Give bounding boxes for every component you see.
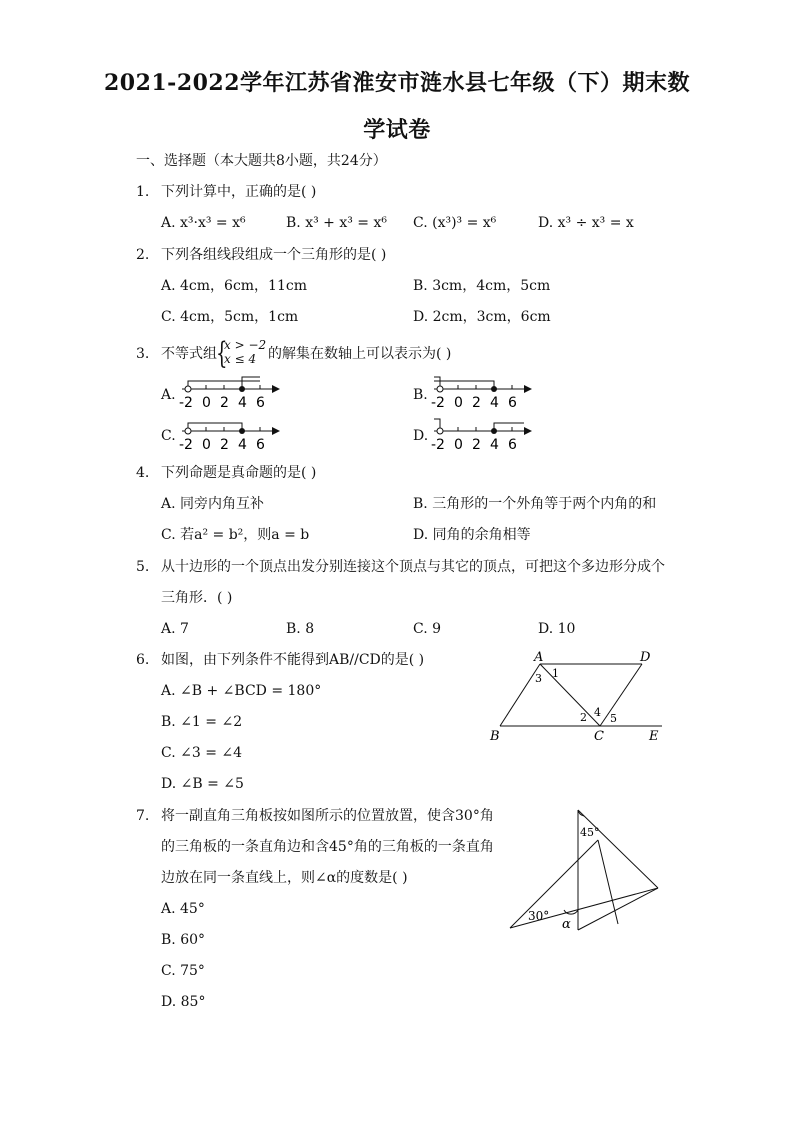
angle-label-1: 1: [552, 667, 559, 680]
inequality-1: x > −2: [224, 338, 267, 352]
number-line-b[interactable]: [428, 375, 538, 413]
q7-option-a[interactable]: A. 45°: [161, 901, 205, 917]
q2-number: 2.: [136, 247, 150, 263]
point-label-a: A: [534, 650, 544, 665]
tick-label: 4: [490, 395, 499, 411]
angle-label-5: 5: [610, 712, 617, 725]
q3-option-b-label[interactable]: B.: [413, 387, 428, 403]
q1-option-b[interactable]: B. x³ + x³ = x⁶: [286, 215, 387, 231]
tick-label: -2: [431, 395, 445, 411]
q3-stem-post: 的解集在数轴上可以表示为( ): [268, 346, 452, 362]
q5-option-d[interactable]: D. 10: [538, 621, 576, 637]
q5-stem-line2: 三角形．( ): [161, 590, 233, 606]
angle-label-2: 2: [580, 711, 587, 724]
point-label-b: B: [490, 729, 500, 744]
q2-stem: 下列各组线段组成一个三角形的是( ): [161, 247, 387, 263]
tick-label: 2: [472, 437, 481, 453]
q3-option-c-label[interactable]: C.: [161, 428, 176, 444]
q7-option-b[interactable]: B. 60°: [161, 932, 206, 948]
tick-label: 4: [490, 437, 499, 453]
q1-option-c[interactable]: C. (x³)³ = x⁶: [413, 215, 497, 231]
q7-number: 7.: [136, 808, 150, 824]
q3-option-a-label[interactable]: A.: [161, 387, 176, 403]
q5-option-c[interactable]: C. 9: [413, 621, 442, 637]
angle-label-4: 4: [594, 706, 601, 719]
q6-option-a[interactable]: A. ∠B + ∠BCD = 180°: [161, 683, 322, 699]
number-line-a[interactable]: [176, 375, 286, 413]
q5-option-a[interactable]: A. 7: [161, 621, 189, 637]
q1-option-a[interactable]: A. x³·x³ = x⁶: [161, 215, 246, 231]
exam-title-line2: 学试卷: [363, 117, 431, 143]
angle-label-45: 45°: [580, 826, 600, 839]
tick-label: 0: [202, 437, 211, 453]
inequality-system: [224, 338, 266, 366]
tick-label: 4: [238, 437, 247, 453]
q6-option-d[interactable]: D. ∠B = ∠5: [161, 776, 244, 792]
tick-label: 4: [238, 395, 247, 411]
q4-option-c[interactable]: C. 若a² = b²，则a = b: [161, 527, 310, 543]
q2-option-b[interactable]: B. 3cm，4cm，5cm: [413, 278, 551, 294]
tick-label: 6: [508, 395, 517, 411]
section-heading: 一、选择题（本大题共8小题，共24分）: [136, 153, 387, 169]
inequality-2: x ≤ 4: [224, 352, 257, 366]
tick-label: 0: [202, 395, 211, 411]
q5-number: 5.: [136, 559, 150, 575]
tick-label: 2: [220, 437, 229, 453]
point-label-c: C: [594, 729, 604, 744]
q4-option-b[interactable]: B. 三角形的一个外角等于两个内角的和: [413, 496, 657, 512]
angle-label-30: 30°: [528, 909, 550, 923]
q7-stem-line2: 的三角板的一条直角边和含45°角的三角板的一条直角: [161, 839, 494, 855]
tick-label: -2: [179, 437, 193, 453]
point-label-d: D: [640, 650, 651, 665]
q5-option-b[interactable]: B. 8: [286, 621, 315, 637]
exam-title-line1: 2021-2022学年江苏省淮安市涟水县七年级（下）期末数: [103, 70, 691, 96]
q1-stem: 下列计算中，正确的是( ): [161, 184, 317, 200]
tick-label: 2: [472, 395, 481, 411]
q2-option-c[interactable]: C. 4cm，5cm，1cm: [161, 309, 299, 325]
system-brace: {: [216, 336, 228, 371]
q4-option-d[interactable]: D. 同角的余角相等: [413, 527, 531, 543]
angle-label-alpha: α: [562, 917, 571, 932]
q6-option-b[interactable]: B. ∠1 = ∠2: [161, 714, 243, 730]
number-line-c[interactable]: [176, 417, 286, 455]
q7-stem-line1: 将一副直角三角板按如图所示的位置放置，使含30°角: [161, 808, 494, 824]
number-line-d[interactable]: [428, 417, 538, 455]
tick-label: 6: [256, 395, 265, 411]
angle-label-3: 3: [535, 672, 542, 685]
q3-number: 3.: [136, 346, 150, 362]
q4-number: 4.: [136, 465, 150, 481]
q4-stem: 下列命题是真命题的是( ): [161, 465, 317, 481]
q6-option-c[interactable]: C. ∠3 = ∠4: [161, 745, 243, 761]
tick-label: -2: [431, 437, 445, 453]
q1-number: 1.: [136, 184, 150, 200]
q1-option-d[interactable]: D. x³ ÷ x³ = x: [538, 215, 634, 231]
q6-stem: 如图，由下列条件不能得到AB//CD的是( ): [161, 652, 425, 668]
q7-stem-line3: 边放在同一条直线上，则∠α的度数是( ): [161, 870, 408, 886]
q2-option-d[interactable]: D. 2cm，3cm，6cm: [413, 309, 551, 325]
tick-label: 6: [508, 437, 517, 453]
q3-stem-pre: 不等式组: [161, 346, 217, 362]
q3-option-d-label[interactable]: D.: [413, 428, 429, 444]
q7-option-d[interactable]: D. 85°: [161, 994, 206, 1010]
q4-option-a[interactable]: A. 同旁内角互补: [161, 496, 265, 512]
q2-option-a[interactable]: A. 4cm，6cm，11cm: [161, 278, 307, 294]
tick-label: 0: [454, 395, 463, 411]
q6-parallelogram-figure: [484, 646, 674, 746]
tick-label: -2: [179, 395, 193, 411]
point-label-e: E: [649, 729, 659, 744]
q6-number: 6.: [136, 652, 150, 668]
q7-set-squares-figure: [500, 800, 670, 940]
tick-label: 6: [256, 437, 265, 453]
tick-label: 2: [220, 395, 229, 411]
q5-stem-line1: 从十边形的一个顶点出发分别连接这个顶点与其它的顶点，可把这个多边形分成个: [161, 559, 665, 575]
tick-label: 0: [454, 437, 463, 453]
q7-option-c[interactable]: C. 75°: [161, 963, 205, 979]
